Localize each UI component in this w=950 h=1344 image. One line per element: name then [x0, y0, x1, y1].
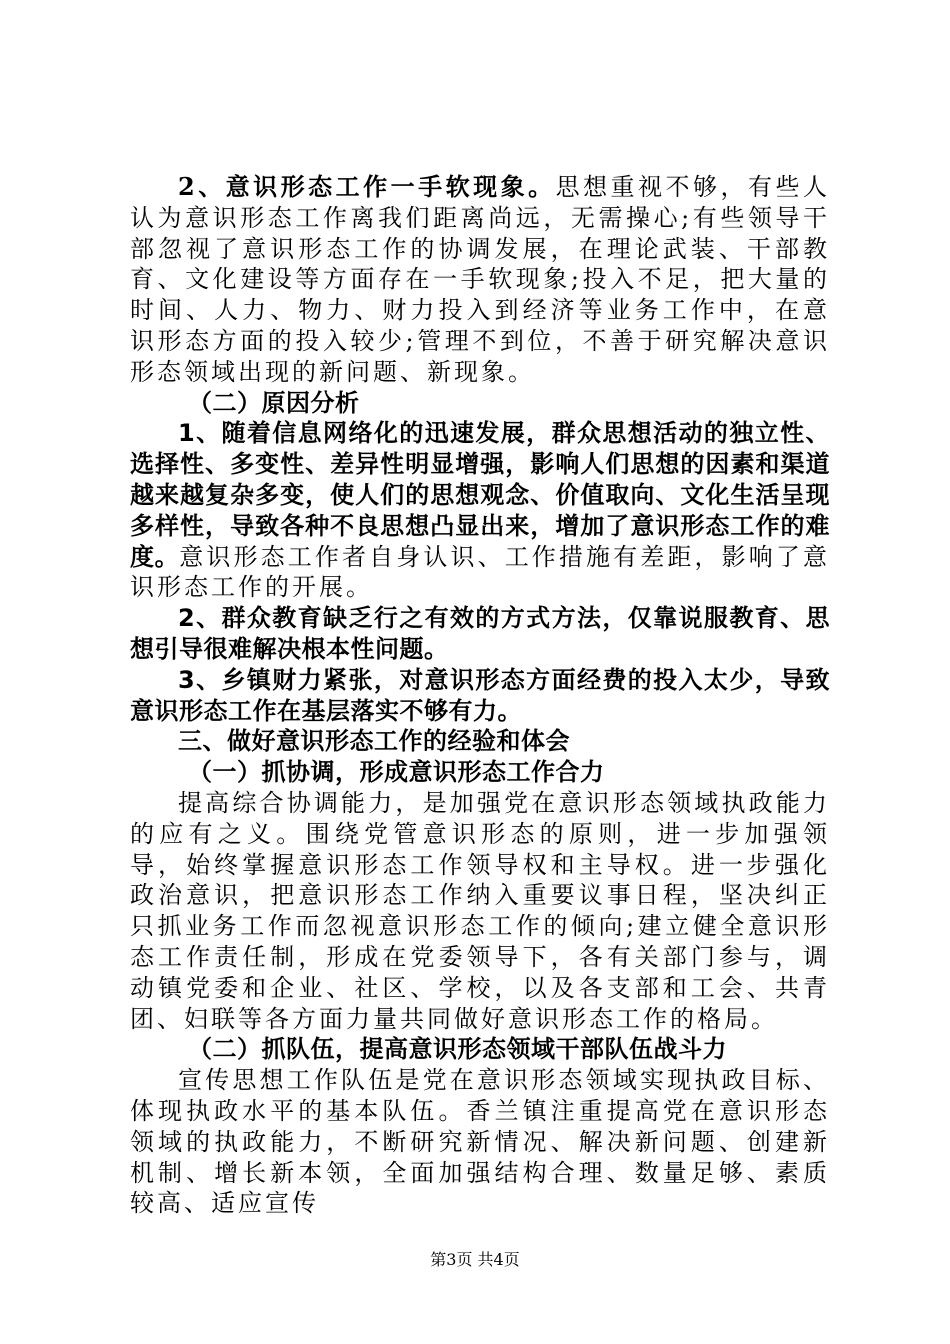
paragraph: [130, 665, 830, 727]
paragraph: [130, 788, 830, 1034]
paragraph-lead: 2、群众教育缺乏行之有效的方式方法，仅靠说服教育、思想引导很难解决根本性问题。: [130, 604, 830, 663]
paragraph: [130, 603, 830, 665]
paragraph: [130, 1065, 830, 1219]
page-footer: 第3页 共4页: [430, 1250, 520, 1269]
paragraph-text: 意识形态工作者自身认识、工作措施有差距，影响了意识形态工作的开展。: [130, 542, 831, 602]
paragraph-text: 宣传思想工作队伍是党在意识形态领域实现执政目标、体现执政水平的基本队伍。香兰镇注重提高党在意识形态领域的执政能力，不断研究新情况、解决新问题、创建新机制、增长新本领，全面加强结构合理、数量足够、素质较高、适应宣传: [130, 1066, 830, 1218]
paragraph: [130, 172, 830, 388]
section-heading: （一）抓协调，形成意识形态工作合力: [188, 758, 605, 787]
paragraph-lead: 1、随着信息网络化的迅速发展，群众思想活动的独立性、选择性、多变性、差异性明显增强，影响人们思想的因素和渠道越来越复杂多变，使人们的思想观念、价值取向、文化生活呈现多样性，导致各种不良思想凸显出来，增加了意识形态工作的难度。: [130, 419, 830, 571]
paragraph: [130, 418, 830, 603]
paragraph-text: 思想重视不够，有些人认为意识形态工作离我们距离尚远，无需操心;有些领导干部忽视了意识形态工作的协调发展，在理论武装、干部教育、文化建设等方面存在一手软现象;投入不足，把大量的时间、人力、物力、财力投入到经济等业务工作中，在意识形态方面的投入较少;管理不到位，不善于研究解决意识形态领域出现的新问题、新现象。: [130, 173, 830, 386]
section-heading: （二）抓队伍，提高意识形态领域干部队伍战斗力: [188, 1035, 727, 1064]
paragraph-text: 提高综合协调能力，是加强党在意识形态领域执政能力的应有之义。围绕党管意识形态的原则，进一步加强领导，始终掌握意识形态工作领导权和主导权。进一步强化政治意识，把意识形态工作纳入重要议事日程，坚决纠正只抓业务工作而忽视意识形态工作的倾向;建立健全意识形态工作责任制，形成在党委领导下，各有关部门参与，调动镇党委和企业、社区、学校，以及各支部和工会、共青团、妇联等各方面力量共同做好意识形态工作的格局。: [130, 788, 830, 1033]
paragraph-lead: 2、意识形态工作一手软现象。: [178, 172, 556, 201]
paragraph-lead: 3、乡镇财力紧张，对意识形态方面经费的投入太少，导致意识形态工作在基层落实不够有力。: [130, 665, 830, 725]
document-body: [130, 172, 830, 1219]
section-heading: 三、做好意识形态工作的经验和体会: [178, 727, 570, 756]
section-heading: （二）原因分析: [188, 388, 360, 417]
